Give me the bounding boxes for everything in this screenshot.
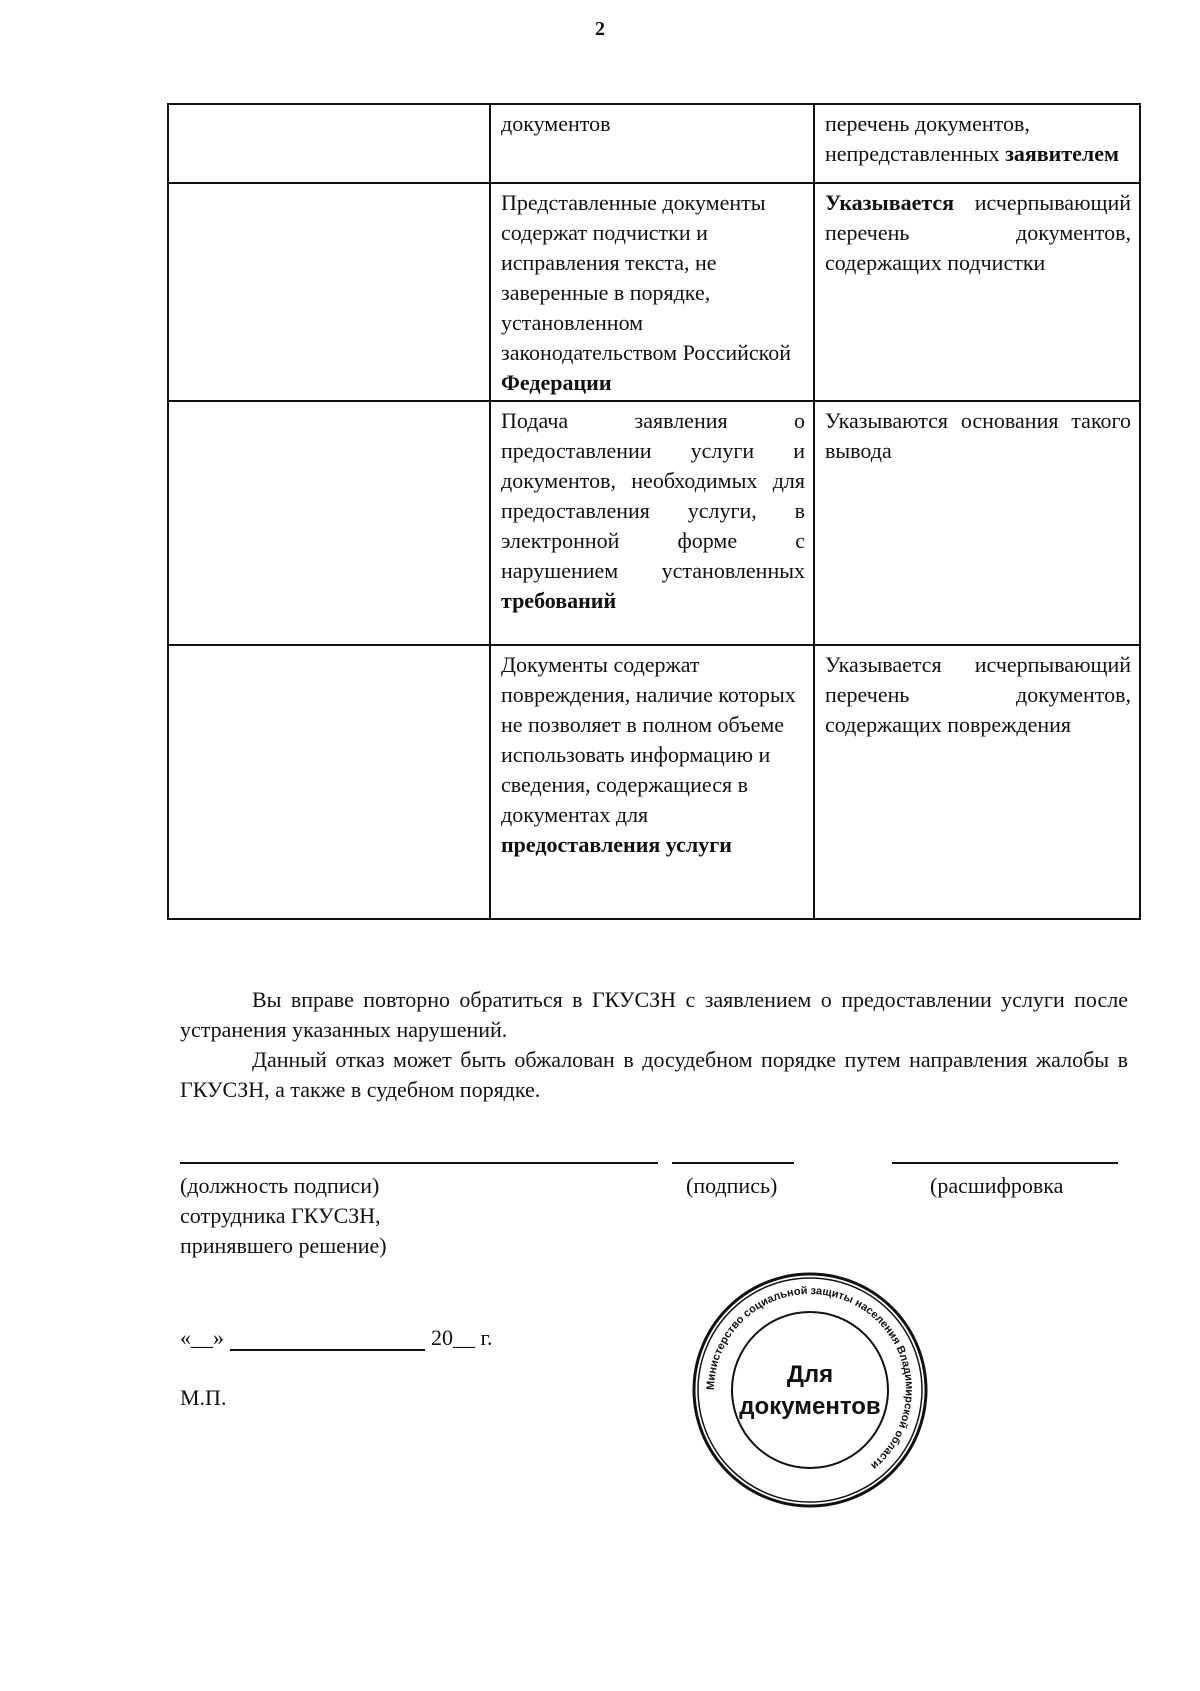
paragraph-reapply: Вы вправе повторно обратиться в ГКУСЗН с заявлением о предоставлении услуги после устранения указанных нарушений.: [180, 987, 1128, 1042]
table-cell: перечень документов, непредставленных заявителем: [814, 104, 1140, 183]
table-cell: Документы содержат повреждения, наличие которых не позволяет в полном объеме использовать информацию и сведения, содержащиеся в документах для предоставления услуги: [490, 645, 814, 919]
official-stamp: [690, 1270, 930, 1510]
table-cell: [168, 183, 490, 401]
paragraph-appeal: Данный отказ может быть обжалован в досудебном порядке путем направления жалобы в ГКУСЗН, а также в судебном порядке.: [180, 1047, 1128, 1102]
signature-line: [672, 1162, 794, 1164]
table-cell: Указывается исчерпывающий перечень документов, содержащих подчистки: [814, 183, 1140, 401]
position-label: (должность подписи) сотрудника ГКУСЗН, принявшего решение): [180, 1173, 387, 1258]
table-cell: [168, 645, 490, 919]
table-cell: [168, 104, 490, 183]
table-cell: [168, 401, 490, 645]
table-row: [168, 645, 1140, 919]
date-line: [180, 1325, 493, 1351]
table-row: [168, 104, 1140, 183]
position-signature-line: [180, 1162, 658, 1164]
table-row: [168, 401, 1140, 645]
year-field: 20__ г.: [431, 1325, 493, 1350]
table-cell: Представленные документы содержат подчистки и исправления текста, не заверенные в порядке, установленном законодательством Российской Федерации: [490, 183, 814, 401]
requirements-table: [167, 103, 1141, 920]
decode-signature-line: [892, 1162, 1118, 1164]
stamp-ring-text: Министерство социальной защиты населения Владимирской области: [704, 1284, 916, 1472]
day-field: «__»: [180, 1325, 224, 1350]
decode-label: (расшифровка: [930, 1173, 1064, 1198]
table-cell: Указывается исчерпывающий перечень документов, содержащих повреждения: [814, 645, 1140, 919]
sign-label: (подпись): [686, 1173, 778, 1198]
table-cell: Указываются основания такого вывода: [814, 401, 1140, 645]
table-row: [168, 183, 1140, 401]
month-blank: [230, 1327, 425, 1351]
stamp-text-line1: Для: [786, 1361, 834, 1388]
table-cell: Подача заявления о предоставлении услуги и документов, необходимых для предоставления услуги, в электронной форме с нарушением установленных требований: [490, 401, 814, 645]
stamp-text-line2: документов: [739, 1393, 881, 1420]
page-number: 2: [595, 18, 605, 40]
table-cell: документов: [490, 104, 814, 183]
seal-place-label: М.П.: [180, 1385, 227, 1410]
